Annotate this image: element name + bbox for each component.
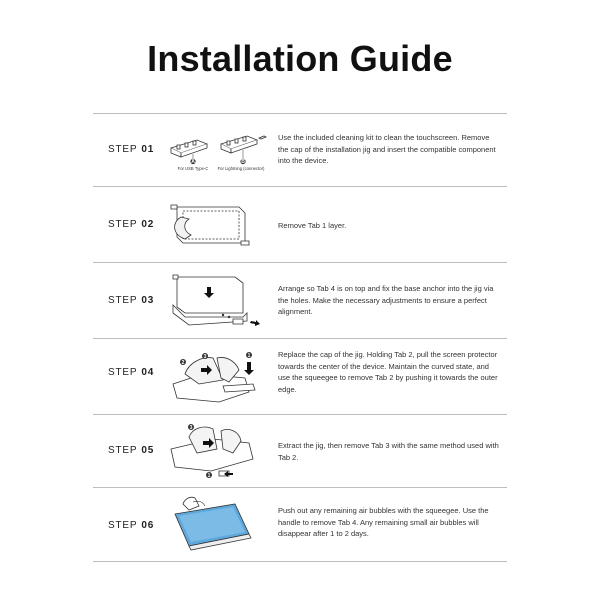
step-description: Replace the cap of the jig. Holding Tab 2, pull the screen protector towards the center of the device. Maintain the curved state, and use the squeegee to remove Tab 2 by pushing it towards the outer edge. [278, 350, 498, 394]
alignment-illustration [163, 269, 283, 333]
step-description: Extract the jig, then remove Tab 3 with the same method used with Tab 2. [278, 441, 499, 462]
finished-device-illustration [163, 494, 283, 556]
divider [93, 561, 507, 562]
tab1-removal-illustration [163, 195, 283, 255]
caption-lightning: For Lightning (connector) [217, 166, 265, 171]
marker-1: 1 [247, 352, 251, 359]
marker-b: B [241, 159, 245, 166]
tab3-removal-illustration [163, 419, 283, 483]
step-05 [93, 415, 507, 487]
marker-1: 1 [207, 472, 211, 479]
step-label: STEP 03 [108, 295, 155, 306]
step-label: STEP 06 [108, 520, 155, 531]
step-label: STEP 05 [108, 445, 155, 456]
marker-a: A [191, 159, 195, 166]
step-02 [93, 187, 507, 262]
marker-3: 3 [203, 353, 207, 360]
caption-usb-c: For USB Type-C [177, 166, 209, 171]
step-label: STEP 01 [108, 144, 155, 155]
step-label: STEP 02 [108, 219, 155, 230]
tab2-pull-illustration [163, 344, 283, 410]
step-label: STEP 04 [108, 367, 155, 378]
step-description: Remove Tab 1 layer. [278, 221, 347, 230]
step-01 [93, 114, 507, 186]
step-06 [93, 488, 507, 561]
step-04 [93, 339, 507, 414]
marker-3: 3 [189, 424, 193, 431]
page-title: Installation Guide [147, 38, 453, 79]
step-description: Use the included cleaning kit to clean the touchscreen. Remove the cap of the installation jig and insert the compatible component into the device. [278, 133, 496, 165]
step-description: Arrange so Tab 4 is on top and fix the base anchor into the jig via the holes. Make the necessary adjustments to ensure a perfect alignment. [278, 284, 494, 316]
step-03 [93, 263, 507, 338]
installation-steps [93, 113, 507, 562]
marker-2: 2 [181, 359, 185, 366]
jig-components-illustration [163, 126, 283, 176]
step-description: Push out any remaining air bubbles with the squeegee. Use the handle to remove Tab 4. Any remaining small air bubbles will disappear after 1 to 2 days. [278, 506, 489, 538]
